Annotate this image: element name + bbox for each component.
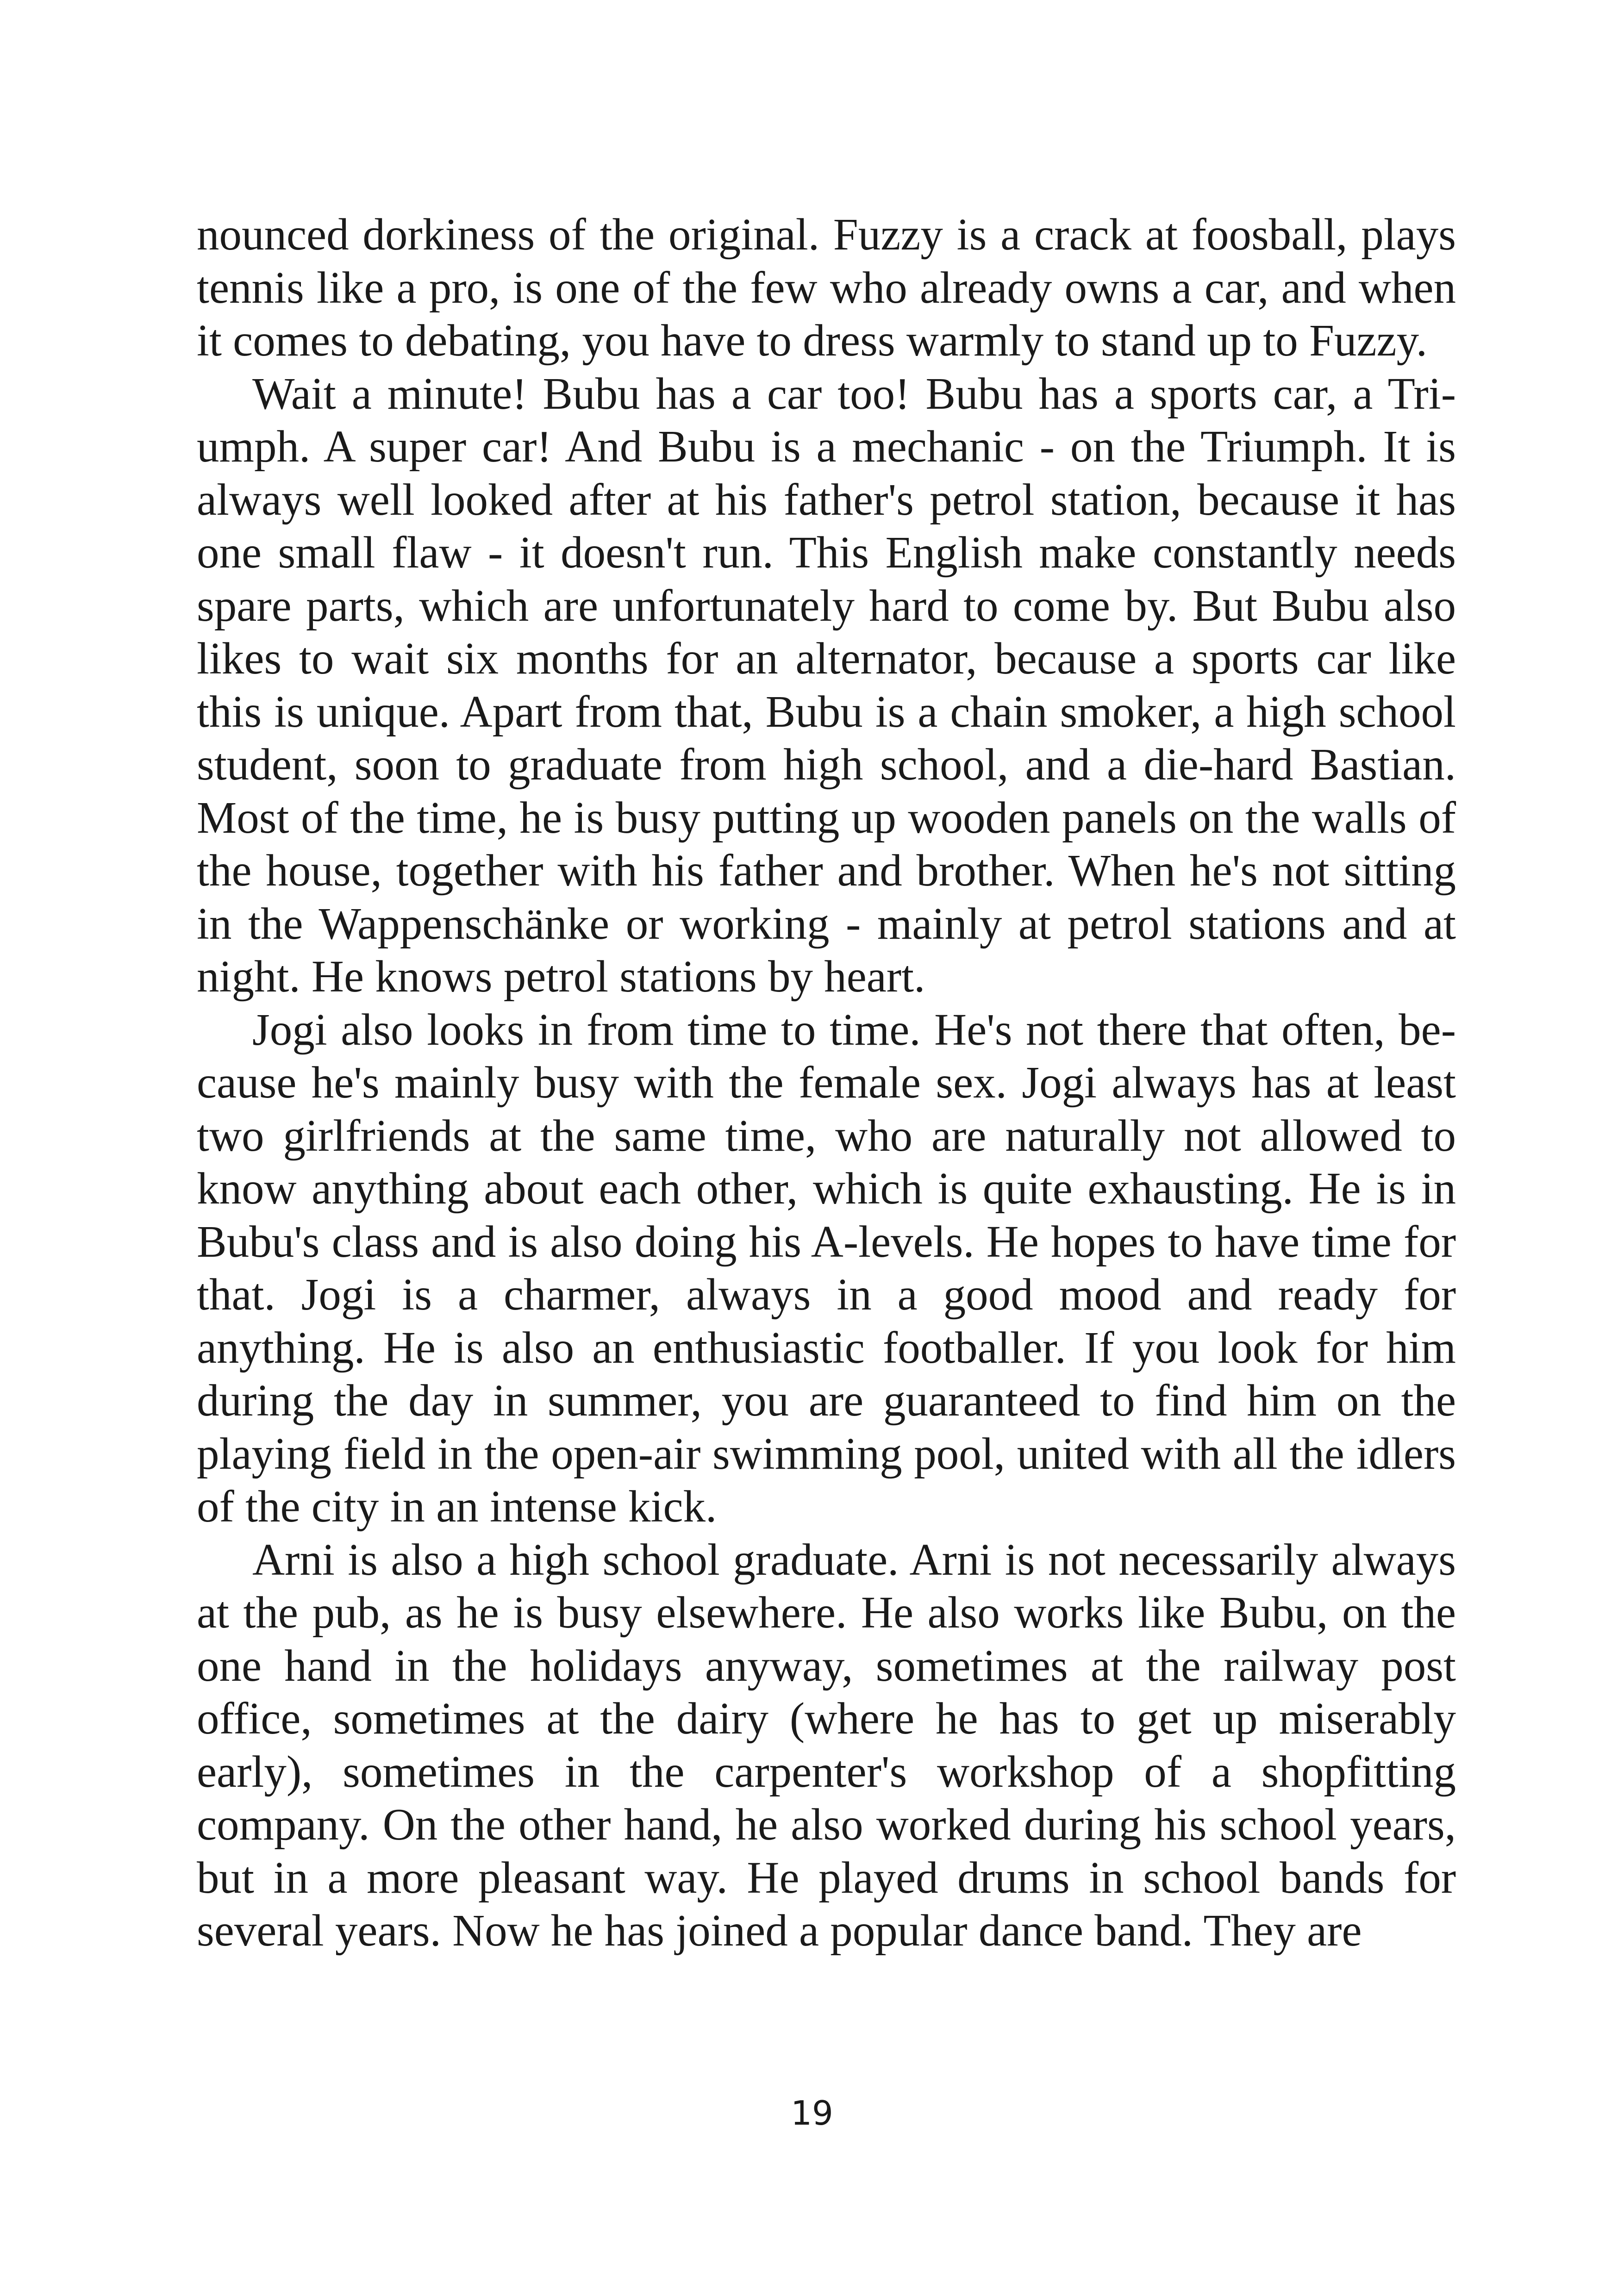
body-text <box>197 208 1456 1958</box>
page-number: 19 <box>791 2094 833 2133</box>
paragraph-fuzzy: nounced dorkiness of the original. Fuzzy is a crack at foosball, plays tennis like a pro, is one of the few who already owns a car, and when it comes to debating, you have to dress warmly to stand up to Fuzzy. <box>197 210 1456 365</box>
paragraph-bubu: Wait a minute! Bubu has a car too! Bubu has a sports car, a Triumph. A super car! And Bubu is a mechanic - on the Triumph. It is always well looked after at his father's petrol station, because it has one small flaw - it doesn't run. This English make constantly needs spare parts, which are unfortunately hard to come by. But Bubu also likes to wait six months for an alternator, because a sports car like this is unique. Apart from that, Bubu is a chain smoker, a high school student, soon to graduate from high school, and a die-hard Bastian. Most of the time, he is busy putting up wooden panels on the walls of the house, together with his father and brother. When he's not sitting in the Wappenschänke or working - mainly at petrol stations and at night. He knows petrol stations by heart. <box>197 368 1456 1001</box>
paragraph-arni: Arni is also a high school graduate. Arni is not necessarily always at the pub, as he is busy elsewhere. He also works like Bubu, on the one hand in the holidays anyway, sometimes at the railway post office, sometimes at the dairy (where he has to get up miserably early), sometimes in the carpenter's workshop of a shopfitting company. On the other hand, he also worked during his school years, but in a more pleasant way. He played drums in school bands for several years. Now he has joined a popular dance band. They are <box>197 1534 1456 1955</box>
paragraph-jogi: Jogi also looks in from time to time. He's not there that often, because he's mainly busy with the female sex. Jogi always has at least two girlfriends at the same time, who are naturally not allowed to know anything about each other, which is quite exhausting. He is in Bubu's class and is also doing his A-levels. He hopes to have time for that. Jogi is a charmer, always in a good mood and ready for anything. He is also an enthusiastic footballer. If you look for him during the day in summer, you are guaranteed to find him on the playing field in the open-air swimming pool, united with all the idlers of the city in an intense kick. <box>197 1004 1456 1531</box>
